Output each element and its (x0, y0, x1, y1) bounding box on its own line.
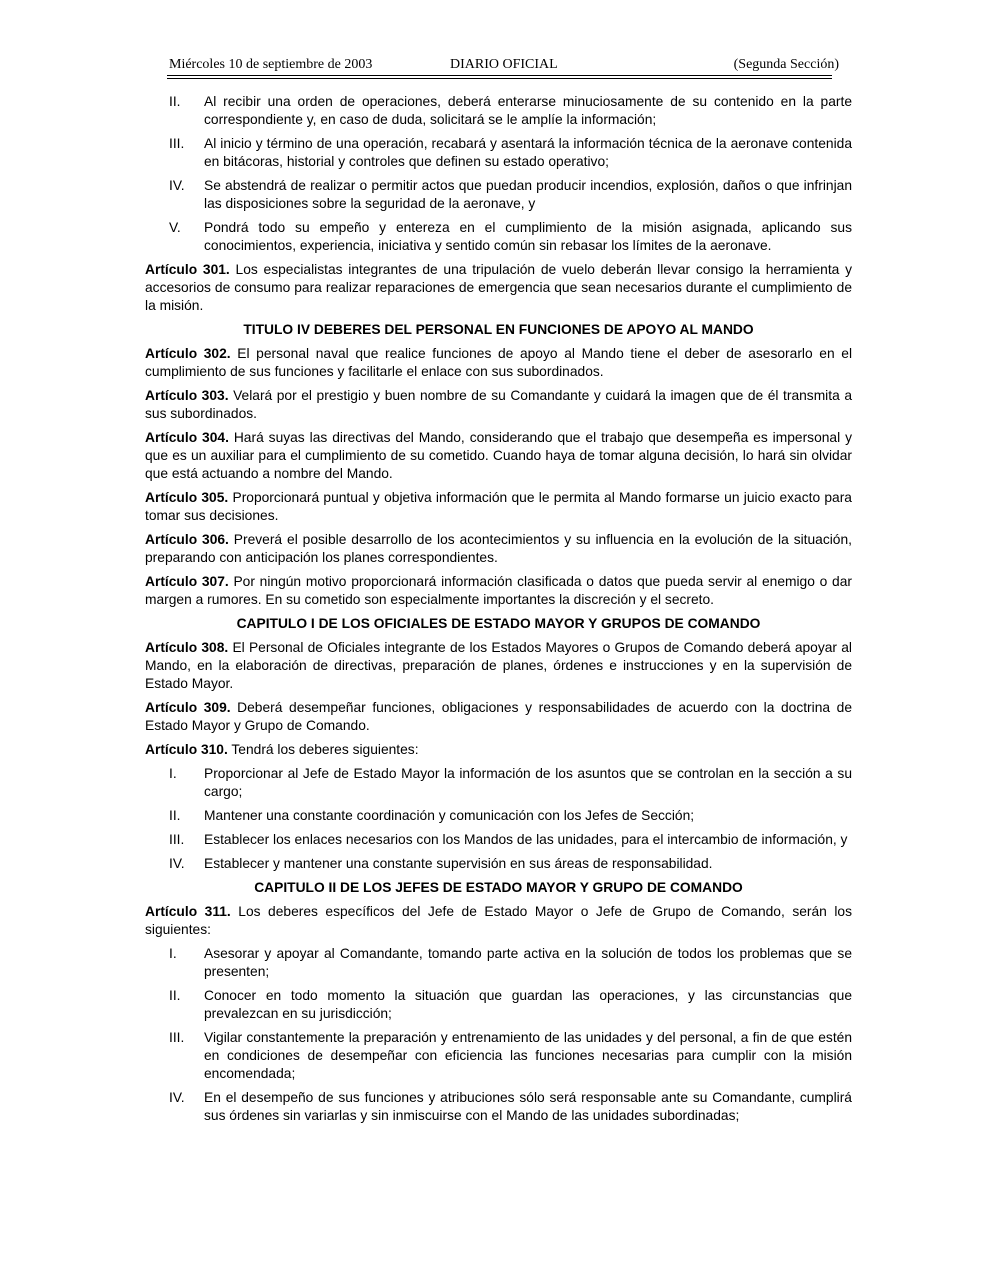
article-text: Preverá el posible desarrollo de los acontecimientos y su influencia en la evolución de la situación, preparando con anticipación los planes correspondientes. (145, 532, 852, 565)
article-text: Deberá desempeñar funciones, obligaciones y responsabilidades de acuerdo con la doctrina de Estado Mayor y Grupo de Comando. (145, 700, 853, 733)
article-label: Artículo 302. (145, 346, 231, 361)
list-item-text: En el desempeño de sus funciones y atribuciones sólo será responsable ante su Comandante, cumplirá sus órdenes sin variarlas y sin inmiscuirse con el Mando de las unidades subordinadas; (204, 1090, 852, 1123)
header-section: (Segunda Sección) (733, 57, 839, 72)
article-text: Los deberes específicos del Jefe de Estado Mayor o Jefe de Grupo de Comando, serán los siguientes: (145, 904, 853, 937)
list-item (145, 831, 852, 849)
article-label: Artículo 308. (145, 640, 229, 655)
list-item-number: IV. (169, 1090, 185, 1105)
article-text: Los especialistas integrantes de una tripulación de vuelo deberán llevar consigo la herramienta y accesorios de consumo para realizar reparaciones de emergencia que sean necesarios durante el cumplimiento de la misión. (145, 262, 852, 313)
document-body (145, 93, 852, 1131)
article-text: Hará suyas las directivas del Mando, considerando que el trabajo que desempeña es impersonal y que es un auxiliar para el cumplimiento de su cometido. Cuando haya de tomar alguna decisión, lo hará sin olvidar que está actuando a nombre del Mando. (145, 430, 852, 481)
header-date: Miércoles 10 de septiembre de 2003 (169, 57, 373, 72)
list-item (145, 93, 852, 129)
section-heading: CAPITULO II DE LOS JEFES DE ESTADO MAYOR Y GRUPO DE COMANDO (254, 880, 743, 895)
list-item-text: Vigilar constantemente la preparación y entrenamiento de las unidades y del personal, a fin de que estén en condiciones de desempeñar con eficiencia las funciones necesarias para cumplir con la misión encomendada; (204, 1030, 852, 1081)
article-label: Artículo 309. (145, 700, 231, 715)
article-label: Artículo 306. (145, 532, 229, 547)
list-item-number: V. (169, 220, 181, 235)
article-label: Artículo 301. (145, 262, 230, 277)
list-item-number: I. (169, 766, 177, 781)
list-item-number: IV. (169, 178, 185, 193)
article-label: Artículo 310. (145, 742, 228, 757)
numbered-list (145, 945, 852, 1125)
article-paragraph (145, 639, 852, 693)
numbered-list (145, 93, 852, 255)
list-item (145, 855, 852, 873)
article-paragraph (145, 741, 852, 759)
list-item-number: I. (169, 946, 177, 961)
list-item (145, 765, 852, 801)
header-paper-name: DIARIO OFICIAL (450, 57, 558, 72)
article-text: Proporcionará puntual y objetiva información que le permita al Mando formarse un juicio exacto para tomar sus decisiones. (145, 490, 852, 523)
article-paragraph (145, 531, 852, 567)
list-item (145, 219, 852, 255)
list-item (145, 987, 852, 1023)
article-paragraph (145, 387, 852, 423)
section-heading: TITULO IV DEBERES DEL PERSONAL EN FUNCIONES DE APOYO AL MANDO (243, 322, 754, 337)
section-heading: CAPITULO I DE LOS OFICIALES DE ESTADO MAYOR Y GRUPOS DE COMANDO (236, 616, 761, 631)
article-paragraph (145, 345, 852, 381)
list-item-number: II. (169, 94, 181, 109)
list-item-number: III. (169, 1030, 185, 1045)
list-item (145, 177, 852, 213)
list-item-text: Al recibir una orden de operaciones, deberá enterarse minuciosamente de su contenido en la parte correspondiente y, en caso de duda, solicitará se le amplíe la información; (204, 94, 852, 127)
article-text: Por ningún motivo proporcionará información clasificada o datos que pueda servir al enemigo o dar margen a rumores. En su cometido son especialmente importantes la discreción y el secreto. (145, 574, 852, 607)
article-label: Artículo 305. (145, 490, 229, 505)
article-label: Artículo 303. (145, 388, 229, 403)
article-text: Velará por el prestigio y buen nombre de su Comandante y cuidará la imagen que de él transmita a sus subordinados. (145, 388, 852, 421)
article-paragraph (145, 261, 852, 315)
article-label: Artículo 311. (145, 904, 231, 919)
article-label: Artículo 307. (145, 574, 229, 589)
list-item (145, 135, 852, 171)
list-item-text: Establecer y mantener una constante supervisión en sus áreas de responsabilidad. (204, 856, 713, 871)
list-item-text: Conocer en todo momento la situación que guardan las operaciones, y las circunstancias que prevalezcan en su jurisdicción; (204, 988, 852, 1021)
article-text: El Personal de Oficiales integrante de los Estados Mayores o Grupos de Comando deberá apoyar al Mando, en la elaboración de directivas, preparación de planes, órdenes e instrucciones y en la supervisión de Estado Mayor. (145, 640, 852, 691)
list-item (145, 807, 852, 825)
article-text: Tendrá los deberes siguientes: (227, 742, 419, 757)
list-item-text: Al inicio y término de una operación, recabará y asentará la información técnica de la aeronave contenida en bitácoras, historial y controles que definen su estado operativo; (204, 136, 852, 169)
list-item-number: III. (169, 136, 185, 151)
list-item-number: II. (169, 988, 181, 1003)
list-item-text: Proporcionar al Jefe de Estado Mayor la información de los asuntos que se controlan en la sección a su cargo; (204, 766, 852, 799)
list-item (145, 945, 852, 981)
list-item-text: Pondrá todo su empeño y entereza en el cumplimiento de la misión asignada, aplicando sus conocimientos, experiencia, iniciativa y sentido común sin rebasar los límites de la aeronave. (204, 220, 852, 253)
list-item-number: IV. (169, 856, 185, 871)
list-item-text: Establecer los enlaces necesarios con los Mandos de las unidades, para el intercambio de información, y (204, 832, 848, 847)
list-item-number: II. (169, 808, 181, 823)
page-header (169, 57, 839, 75)
article-paragraph (145, 489, 852, 525)
list-item-text: Se abstendrá de realizar o permitir actos que puedan producir incendios, explosión, daños o que infrinjan las disposiciones sobre la seguridad de la aeronave, y (204, 178, 852, 211)
article-paragraph (145, 573, 852, 609)
header-rule (167, 78, 832, 79)
list-item-text: Mantener una constante coordinación y comunicación con los Jefes de Sección; (204, 808, 695, 823)
article-paragraph (145, 699, 852, 735)
article-paragraph (145, 429, 852, 483)
article-label: Artículo 304. (145, 430, 229, 445)
numbered-list (145, 765, 852, 873)
list-item (145, 1089, 852, 1125)
list-item-number: III. (169, 832, 185, 847)
list-item (145, 1029, 852, 1083)
list-item-text: Asesorar y apoyar al Comandante, tomando parte activa en la solución de todos los problemas que se presenten; (204, 946, 852, 979)
header-rule (167, 75, 832, 76)
article-text: El personal naval que realice funciones de apoyo al Mando tiene el deber de asesorarlo en el cumplimiento de sus funciones y facilitarle el enlace con sus subordinados. (145, 346, 853, 379)
article-paragraph (145, 903, 852, 939)
